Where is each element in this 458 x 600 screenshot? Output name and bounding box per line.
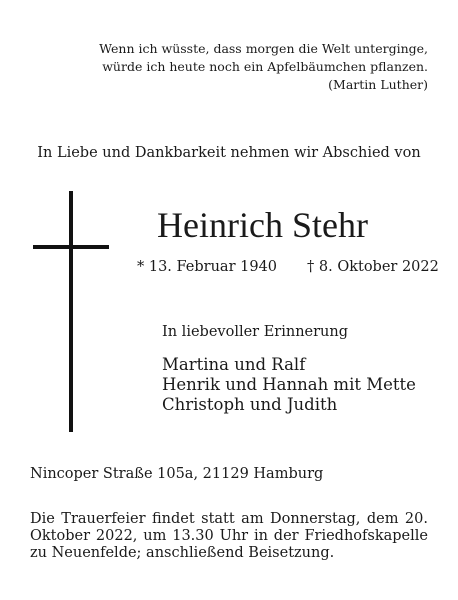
address: Nincoper Straße 105a, 21129 Hamburg bbox=[30, 466, 324, 482]
family-list bbox=[162, 355, 416, 415]
family-member: Henrik und Hannah mit Mette bbox=[162, 375, 416, 394]
memory-line: In liebevoller Erinnerung bbox=[162, 324, 349, 340]
deceased-name: Heinrich Stehr bbox=[157, 205, 368, 245]
death-date: † 8. Oktober 2022 bbox=[307, 259, 439, 275]
birth-date: * 13. Februar 1940 bbox=[137, 259, 278, 275]
life-dates bbox=[137, 258, 439, 276]
quote-author: (Martin Luther) bbox=[328, 77, 428, 92]
quote-line: würde ich heute noch ein Apfelbäumchen pflanzen. bbox=[102, 59, 428, 74]
cross-horizontal-bar bbox=[33, 245, 109, 249]
family-member: Martina und Ralf bbox=[162, 355, 306, 374]
family-member: Christoph und Judith bbox=[162, 395, 338, 414]
cross-vertical-bar bbox=[69, 191, 73, 432]
intro-text: In Liebe und Dankbarkeit nehmen wir Abschied von bbox=[37, 145, 421, 161]
quote-line: Wenn ich wüsste, dass morgen die Welt unterginge, bbox=[99, 41, 428, 56]
ceremony-info: Die Trauerfeier findet statt am Donnerstag, dem 20. Oktober 2022, um 13.30 Uhr in der Friedhofskapelle zu Neuenfelde; anschließend Beisetzung. bbox=[30, 511, 428, 561]
quote bbox=[99, 40, 428, 76]
